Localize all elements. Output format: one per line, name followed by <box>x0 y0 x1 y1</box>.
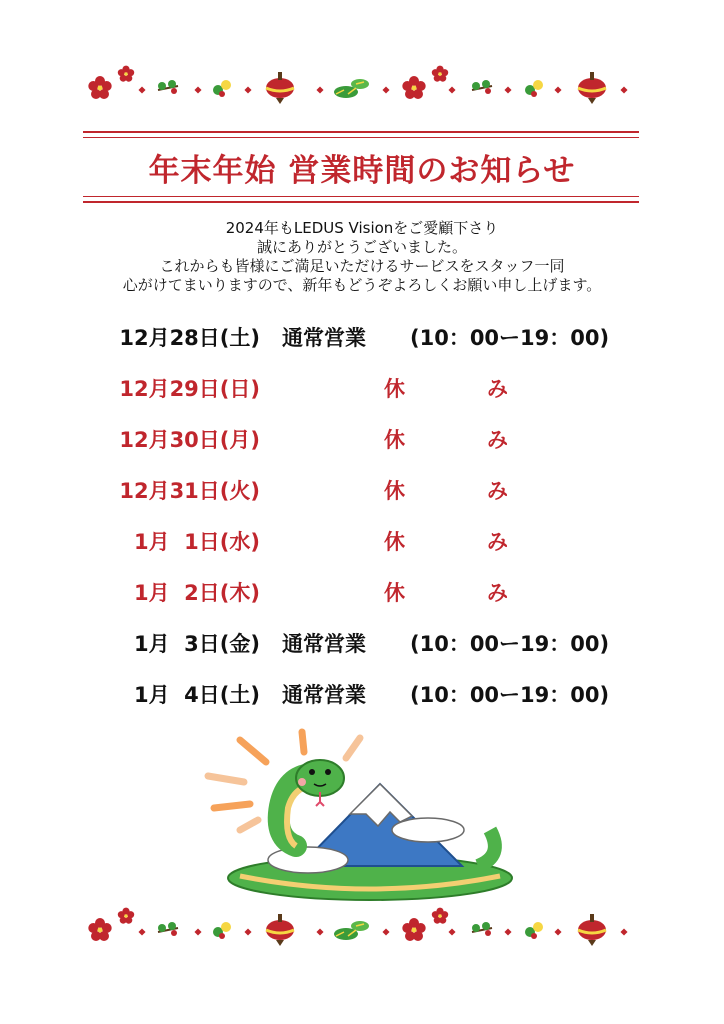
greeting-message <box>0 219 724 295</box>
schedule-hours: (10：00ー19：00) <box>410 326 610 350</box>
diamond-icon <box>244 86 251 93</box>
schedule-date: 1月 4日(土) <box>133 683 260 707</box>
spinning-top-icon <box>266 72 294 104</box>
closed-label: み <box>487 581 508 605</box>
camellia-sprig-icon <box>525 80 543 97</box>
schedule-status: 通常営業 <box>282 632 366 656</box>
schedule-row <box>0 628 724 679</box>
closed-label: 休 <box>384 377 405 401</box>
diamond-icon <box>504 928 511 935</box>
diamond-icon <box>316 928 323 935</box>
schedule-date: 1月 3日(金) <box>133 632 260 656</box>
pine-tree-icon <box>334 79 369 98</box>
diamond-icon <box>448 86 455 93</box>
new-year-ornament-row <box>88 906 636 946</box>
plum-blossom-icon <box>402 76 425 99</box>
diamond-icon <box>620 928 627 935</box>
closed-label: 休 <box>384 530 405 554</box>
diamond-icon <box>382 928 389 935</box>
page-title: 年末年始 営業時間のお知らせ <box>148 153 576 189</box>
pine-sprig-icon <box>472 922 492 936</box>
top-decorative-border <box>88 64 636 104</box>
greeting-line: 誠にありがとうございました。 <box>256 238 467 256</box>
schedule-date: 12月28日(土) <box>119 326 260 350</box>
closed-label: み <box>487 428 508 452</box>
new-year-ornament-row <box>88 64 636 104</box>
diamond-icon <box>194 86 201 93</box>
bottom-decorative-border <box>88 906 636 946</box>
diamond-icon <box>194 928 201 935</box>
schedule-date: 1月 1日(水) <box>133 530 260 554</box>
pine-sprig-icon <box>472 80 492 94</box>
spinning-top-icon <box>578 72 606 104</box>
schedule-hours: (10：00ー19：00) <box>410 683 610 707</box>
diamond-icon <box>382 86 389 93</box>
pine-sprig-icon <box>158 922 178 936</box>
spinning-top-icon <box>266 914 294 946</box>
schedule-row <box>0 679 724 730</box>
diamond-icon <box>504 86 511 93</box>
title-top-rule <box>83 131 639 133</box>
schedule-date: 12月29日(日) <box>119 377 260 401</box>
diamond-icon <box>620 86 627 93</box>
schedule-row <box>0 322 724 373</box>
camellia-sprig-icon <box>213 80 231 97</box>
schedule-row <box>0 475 724 526</box>
schedule-row <box>0 424 724 475</box>
holiday-schedule <box>0 322 724 730</box>
title-top-rule-thin <box>83 137 639 138</box>
title-bottom-rule-thin <box>83 196 639 197</box>
plum-blossom-icon <box>88 918 111 941</box>
diamond-icon <box>554 928 561 935</box>
plum-blossom-icon <box>432 908 448 924</box>
spinning-top-icon <box>578 914 606 946</box>
closed-label: 休 <box>384 581 405 605</box>
plum-blossom-icon <box>402 918 425 941</box>
diamond-icon <box>448 928 455 935</box>
diamond-icon <box>554 86 561 93</box>
greeting-line: これからも皆様にご満足いただけるサービスをスタッフ一同 <box>159 257 565 275</box>
pine-tree-icon <box>334 921 369 940</box>
schedule-row <box>0 373 724 424</box>
greeting-line: 心がけてまいりますので、新年もどうぞよろしくお願い申し上げます。 <box>122 276 602 294</box>
schedule-hours: (10：00ー19：00) <box>410 632 610 656</box>
schedule-date: 12月31日(火) <box>119 479 260 503</box>
camellia-sprig-icon <box>525 922 543 939</box>
plum-blossom-icon <box>88 76 111 99</box>
diamond-icon <box>138 928 145 935</box>
title-bottom-rule <box>83 201 639 203</box>
schedule-status: 通常営業 <box>282 683 366 707</box>
closed-label: 休 <box>384 428 405 452</box>
schedule-row <box>0 526 724 577</box>
plum-blossom-icon <box>118 908 134 924</box>
closed-label: み <box>487 530 508 554</box>
schedule-row <box>0 577 724 628</box>
plum-blossom-icon <box>118 66 134 82</box>
closed-label: み <box>487 377 508 401</box>
pine-sprig-icon <box>158 80 178 94</box>
diamond-icon <box>138 86 145 93</box>
snake-mount-fuji-illustration <box>200 726 520 904</box>
greeting-line: 2024年もLEDUS Visionをご愛顧下さり <box>225 219 499 237</box>
snake-fuji-image <box>200 726 520 904</box>
diamond-icon <box>316 86 323 93</box>
diamond-icon <box>244 928 251 935</box>
schedule-date: 1月 2日(木) <box>133 581 260 605</box>
plum-blossom-icon <box>432 66 448 82</box>
schedule-date: 12月30日(月) <box>119 428 260 452</box>
schedule-status: 通常営業 <box>282 326 366 350</box>
camellia-sprig-icon <box>213 922 231 939</box>
closed-label: み <box>487 479 508 503</box>
closed-label: 休 <box>384 479 405 503</box>
